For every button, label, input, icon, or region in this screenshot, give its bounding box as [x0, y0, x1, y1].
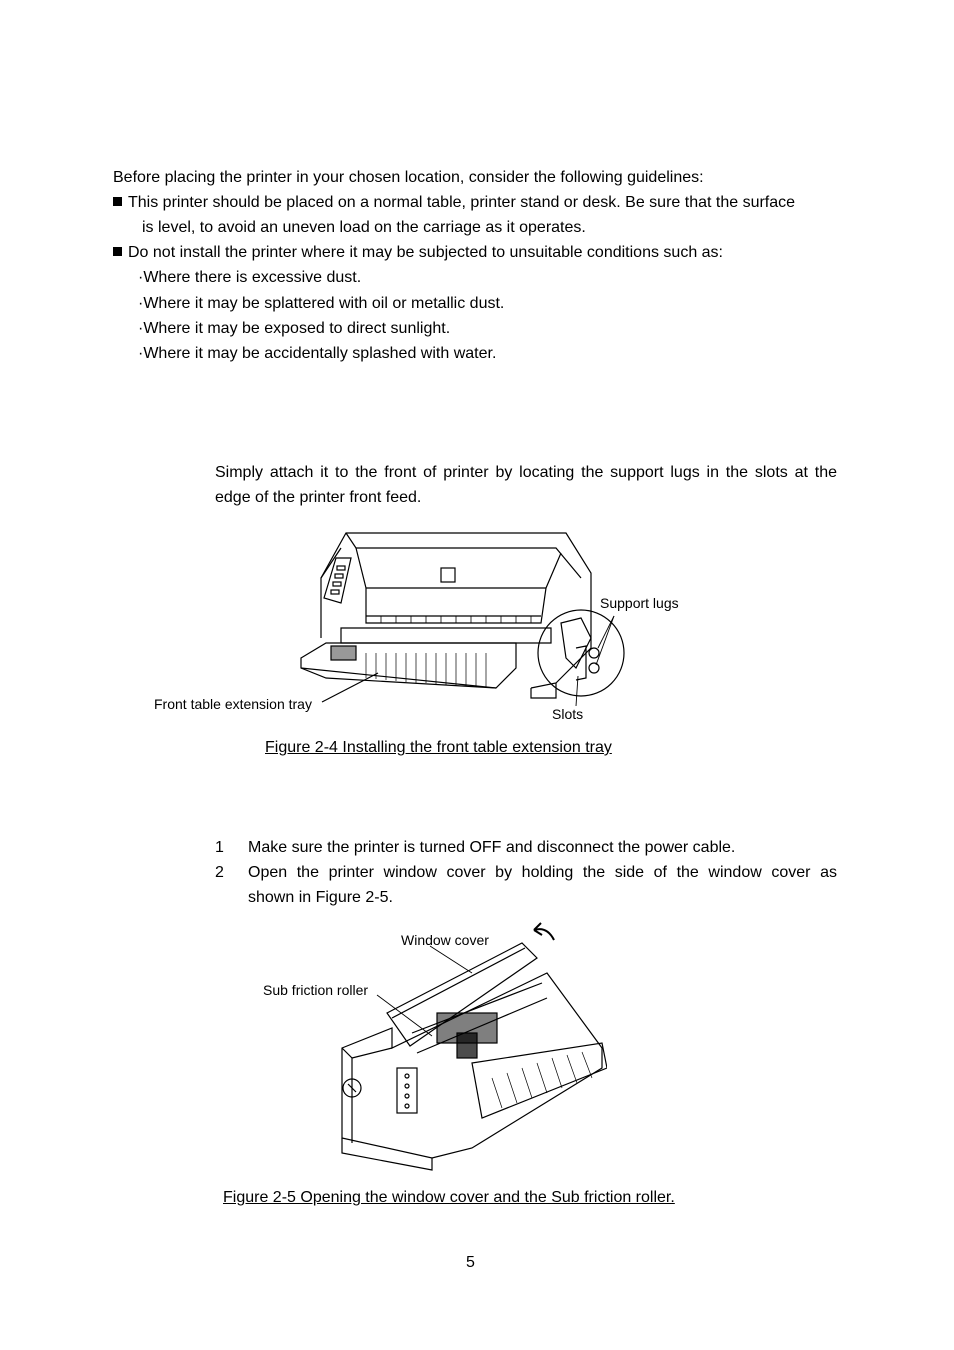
condition-item: ·Where it may be accidentally splashed with water.: [138, 345, 497, 362]
square-bullet-icon: [113, 247, 122, 256]
window-cover-label: Window cover: [401, 932, 489, 948]
page-number: 5: [466, 1254, 475, 1271]
step-text-continued: shown in Figure 2-5.: [248, 889, 393, 906]
printer-open-cover-illustration: [322, 918, 607, 1173]
condition-item: ·Where it may be exposed to direct sunlight.: [138, 320, 451, 337]
bullet-text-continued: is level, to avoid an uneven load on the carriage as it operates.: [142, 219, 586, 236]
step-number: 1: [215, 839, 224, 856]
intro-text: Before placing the printer in your chosen location, consider the following guidelines:: [113, 169, 704, 186]
square-bullet-icon: [113, 197, 122, 206]
step-number: 2: [215, 864, 224, 881]
step-text: Open the printer window cover by holding the side of the window cover as: [248, 864, 837, 881]
slots-label: Slots: [552, 706, 584, 722]
support-lugs-label: Support lugs: [600, 595, 679, 611]
bullet-text: Do not install the printer where it may be subjected to unsuitable conditions such as:: [128, 244, 723, 261]
front-tray-label: Front table extension tray: [154, 696, 312, 712]
bullet-item: [113, 243, 723, 263]
tray-leader-line: [320, 670, 380, 705]
condition-item: ·Where it may be splattered with oil or metallic dust.: [138, 295, 505, 312]
sub-friction-roller-label: Sub friction roller: [263, 982, 369, 998]
bullet-item: [113, 193, 795, 213]
tray-instruction-line: Simply attach it to the front of printer by locating the support lugs in the slots at the: [215, 464, 837, 481]
figure-caption: Figure 2-4 Installing the front table extension tray: [265, 739, 612, 756]
bullet-text: This printer should be placed on a normal table, printer stand or desk. Be sure that the surface: [128, 194, 796, 211]
figure-caption: Figure 2-5 Opening the window cover and the Sub friction roller.: [223, 1189, 675, 1206]
step-text: Make sure the printer is turned OFF and disconnect the power cable.: [248, 839, 736, 856]
tray-instruction-line: edge of the printer front feed.: [215, 489, 422, 506]
condition-item: ·Where there is excessive dust.: [138, 269, 362, 286]
